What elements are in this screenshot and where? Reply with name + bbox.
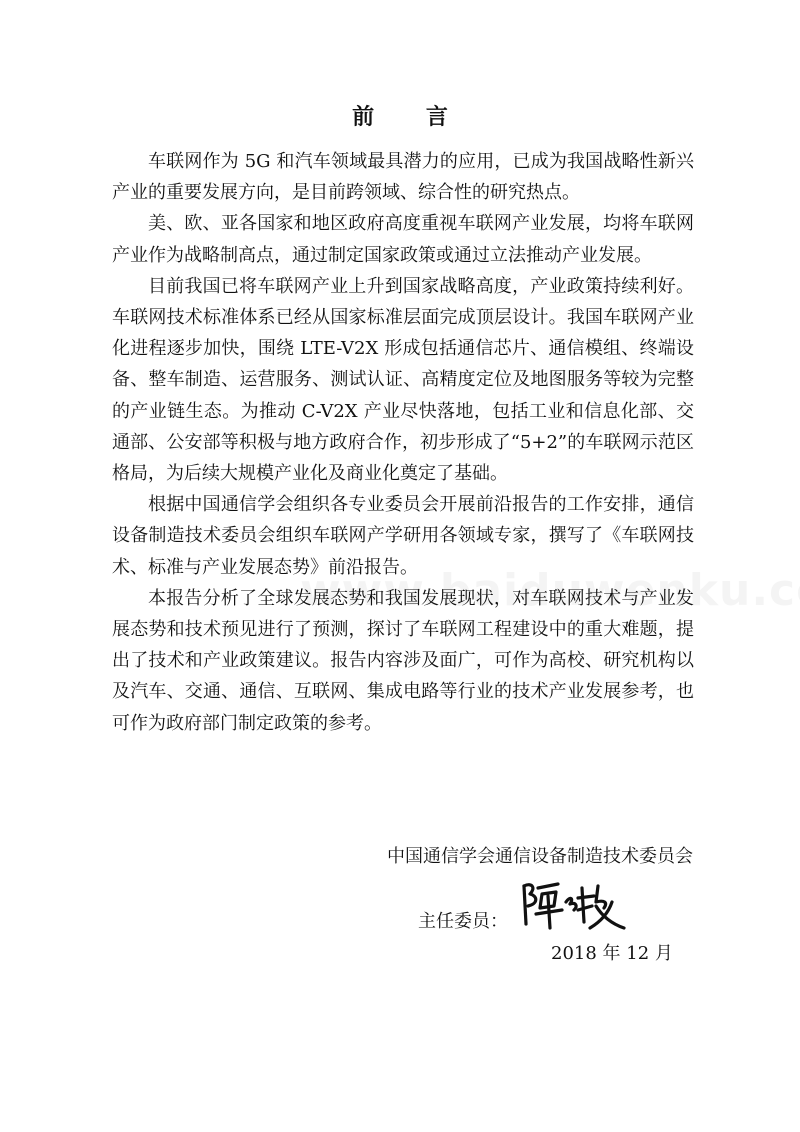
page-title: 前 言 <box>352 105 470 130</box>
paragraph: 车联网作为 5G 和汽车领域最具潜力的应用，已成为我国战略性新兴产业的重要发展方向，是目前跨领域、综合性的研究热点。 <box>112 151 694 204</box>
organization-name: 中国通信学会通信设备制造技术委员会 <box>387 846 693 867</box>
preface-body <box>112 146 694 739</box>
paragraph: 根据中国通信学会组织各专业委员会开展前沿报告的工作安排，通信设备制造技术委员会组织车联网产学研用各领域专家，撰写了《车联网技术、标准与产业发展态势》前沿报告。 <box>112 494 694 578</box>
paragraph: 本报告分析了全球发展态势和我国发展现状，对车联网技术与产业发展态势和技术预见进行了预测，探讨了车联网工程建设中的重大难题，提出了技术和产业政策建议。报告内容涉及面广，可作为高校、研究机构以及汽车、交通、通信、互联网、集成电路等行业的技术产业发展参考，也可作为政府部门制定政策的参考。 <box>112 587 694 734</box>
director-label: 主任委员： <box>418 911 508 932</box>
paragraph: 目前我国已将车联网产业上升到国家战略高度，产业政策持续利好。车联网技术标准体系已经从国家标准层面完成顶层设计。我国车联网产业化进程逐步加快，围绕 LTE-V2X 形成包括通信芯片、通信模组、终端设备、整车制造、运营服务、测试认证、高精度定位及地图服务等较为完整的产业链生态。为推动 C-V2X 产业尽快落地，包括工业和信息化部、交通部、公安部等积极与地方政府合作，初步形成了“5+2”的车联网示范区格局，为后续大规模产业化及商业化奠定了基础。 <box>112 275 694 485</box>
handwritten-signature <box>512 872 632 934</box>
date: 2018 年 12 月 <box>551 943 673 964</box>
paragraph: 美、欧、亚各国家和地区政府高度重视车联网产业发展，均将车联网产业作为战略制高点，通过制定国家政策或通过立法推动产业发展。 <box>112 213 694 266</box>
